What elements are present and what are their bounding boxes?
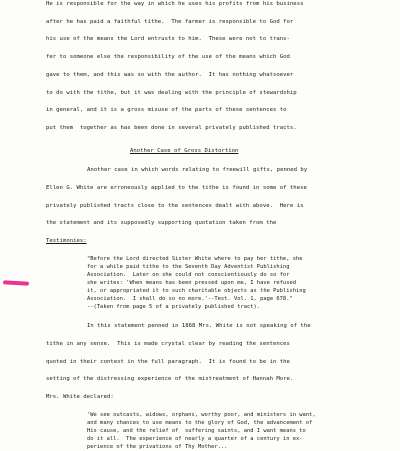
section-heading: Another Case of Gross Distortion (130, 148, 239, 154)
quote-line: she writes: 'When means has been pressed upon me, I have refused (87, 280, 296, 286)
quote-line: perience of the privations of Thy Mother... (87, 444, 228, 450)
highlighter-mark (3, 280, 29, 285)
text-line: Another case in which words relating to freewill gifts, penned by (87, 167, 308, 173)
text-line: in general, and it is a gross misuse of the parts of these sentences to (46, 107, 287, 113)
text-line: fer to someone else the responsibility of the use of the means which God (46, 54, 290, 60)
text-line: the statement and its supposedly supporting quotation taken from the (46, 220, 277, 226)
quote-line: and many chances to use means to the glory of God, the advancement of (87, 420, 313, 426)
text-line: his use of the means the Lord entrusts to him. These were not to trans- (46, 36, 290, 42)
quote-line: for a while paid tithe to the Seventh Day Adventist Publishing (87, 264, 290, 270)
text-line: quoted in their context in the full paragraph. It is found to be in the (46, 359, 290, 365)
quote-line: --(Taken from page 5 of a privately published tract). (87, 304, 261, 310)
text-line: gave to them, and this was so with the author. It has nothing whatsoever (46, 72, 294, 78)
text-line: In this statement penned in 1868 Mrs. White is not speaking of the (87, 323, 311, 329)
text-line: tithe in any sense. This is made crystal clear by reading the sentences (46, 341, 290, 347)
text-line: privately published tracts close to the sentences dealt with above. Here is (46, 203, 304, 209)
quote-line: Association. I shall do so no more.'--Test. Vol. 1, page 678." (87, 296, 293, 302)
quote-line: His cause, and the relief of suffering saints, and I want means to (87, 428, 306, 434)
quote-line: 'We see outcasts, widows, orphans, worthy poor, and ministers in want, (87, 412, 316, 418)
quote-line: Association. Later on she could not conscientiously do so for (87, 272, 290, 278)
quote-line: it, or appropriated it to such charitable objects as the Publishing (87, 288, 306, 294)
text-line: to do with the tithe, but it was dealing with the principle of stewardship (46, 90, 297, 96)
testimonies-label: Testimonies: (46, 238, 87, 244)
text-line: He is responsible for the way in which he uses his profits from his business (46, 1, 304, 7)
text-line: Mrs. White declared: (46, 394, 114, 400)
text-line: Ellen G. White are erroneously applied to the tithe is found in some of these (46, 185, 307, 191)
text-line: after he has paid a faithful tithe. The farmer is responsible to God for (46, 19, 294, 25)
text-line: put them together as has been done in several privately published tracts. (46, 125, 297, 131)
quote-line: do it all. The experience of nearly a quarter of a century in ex- (87, 436, 303, 442)
quote-line: "Before the Lord directed Sister White where to pay her tithe, she (87, 256, 303, 262)
text-line: setting of the distressing experience of the mistreatment of Hannah More. (46, 376, 294, 382)
